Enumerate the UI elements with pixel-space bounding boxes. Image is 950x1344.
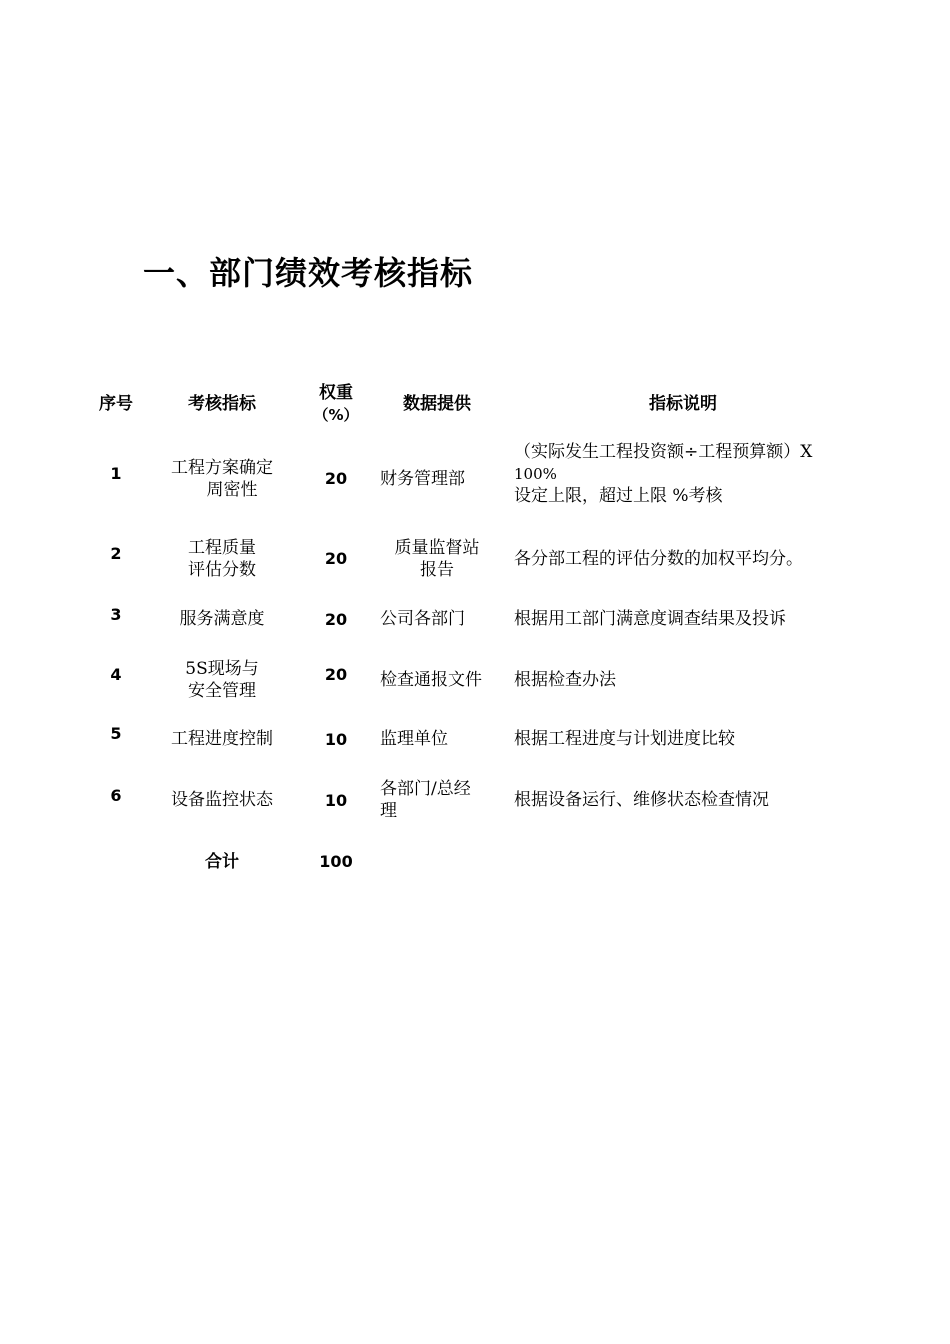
header-indicator: 考核指标	[188, 394, 256, 414]
row6-provider-line2: 理	[380, 801, 397, 821]
row2-seq: 2	[110, 544, 122, 563]
row6-weight: 10	[324, 791, 348, 810]
row1-indicator-line1: 工程方案确定	[171, 458, 273, 478]
row4-indicator-line1: 5S现场与	[185, 659, 259, 679]
row1-seq: 1	[110, 464, 122, 483]
row1-weight: 20	[324, 469, 348, 488]
row2-weight: 20	[324, 549, 348, 568]
row5-indicator: 工程进度控制	[171, 729, 273, 749]
row2-desc: 各分部工程的评估分数的加权平均分。	[514, 549, 803, 569]
row3-seq: 3	[110, 605, 122, 624]
row4-provider: 检查通报文件	[380, 670, 482, 690]
row3-provider: 公司各部门	[380, 609, 465, 629]
row6-desc: 根据设备运行、维修状态检查情况	[514, 790, 769, 810]
total-label: 合计	[205, 852, 239, 872]
row2-indicator-line1: 工程质量	[188, 538, 256, 558]
header-seq: 序号	[99, 394, 133, 414]
row5-seq: 5	[110, 724, 122, 743]
row5-desc: 根据工程进度与计划进度比较	[514, 729, 735, 749]
row1-desc-line3: 设定上限，超过上限 %考核	[514, 486, 723, 506]
row6-seq: 6	[110, 786, 122, 805]
row1-provider: 财务管理部	[380, 469, 465, 489]
row4-seq: 4	[110, 665, 122, 684]
row1-indicator-line2: 周密性	[206, 480, 258, 500]
header-description: 指标说明	[649, 394, 717, 414]
row1-desc-line2: 100%	[514, 465, 557, 483]
page-title: 一、部门绩效考核指标	[143, 254, 474, 292]
row2-indicator-line2: 评估分数	[188, 560, 256, 580]
row5-provider: 监理单位	[380, 729, 448, 749]
row4-weight: 20	[324, 665, 348, 684]
header-weight-line2: （%）	[313, 406, 359, 424]
row2-provider-line2: 报告	[420, 560, 454, 580]
row4-desc: 根据检查办法	[514, 670, 616, 690]
total-weight: 100	[319, 852, 353, 871]
row6-indicator: 设备监控状态	[171, 790, 273, 810]
row5-weight: 10	[324, 730, 348, 749]
row3-desc: 根据用工部门满意度调查结果及投诉	[514, 609, 786, 629]
row3-weight: 20	[324, 610, 348, 629]
row1-desc-line1: （实际发生工程投资额÷工程预算额）X	[514, 442, 813, 462]
row3-indicator: 服务满意度	[179, 609, 265, 629]
row2-provider-line1: 质量监督站	[394, 538, 480, 558]
row6-provider-line1: 各部门/总经	[380, 779, 471, 799]
row4-indicator-line2: 安全管理	[188, 681, 256, 701]
header-weight-line1: 权重	[319, 383, 353, 403]
header-provider: 数据提供	[403, 394, 471, 414]
